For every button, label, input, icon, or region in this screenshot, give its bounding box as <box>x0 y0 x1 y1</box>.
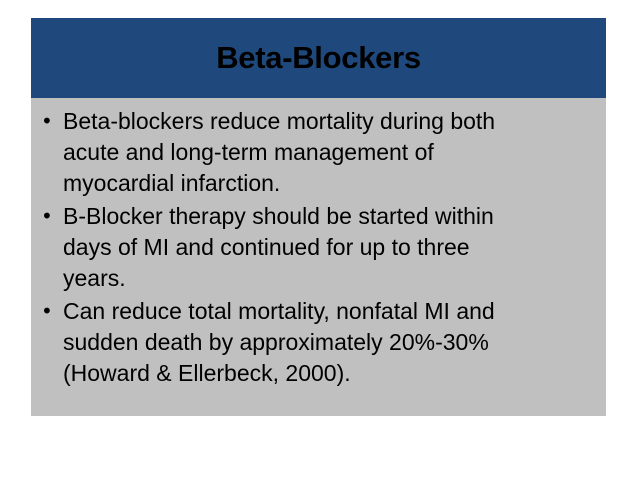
slide-title: Beta-Blockers <box>216 40 421 75</box>
bullet-line: Beta-blockers reduce mortality during both <box>63 108 496 134</box>
bullet-list <box>41 106 596 389</box>
bullet-line: myocardial infarction. <box>63 170 281 196</box>
bullet-icon: • <box>41 109 53 133</box>
bullet-text <box>63 201 563 294</box>
bullet-item <box>41 106 596 199</box>
bullet-line: acute and long-term management of <box>63 139 434 165</box>
bullet-line: years. <box>63 265 126 291</box>
content-box <box>31 98 606 416</box>
bullet-icon: • <box>41 204 53 228</box>
bullet-text <box>63 106 563 199</box>
bullet-line: (Howard & Ellerbeck, 2000). <box>63 360 351 386</box>
bullet-item <box>41 201 596 294</box>
bullet-icon: • <box>41 299 53 323</box>
bullet-line: sudden death by approximately 20%-30% <box>63 329 489 355</box>
title-bar <box>31 18 606 98</box>
bullet-line: days of MI and continued for up to three <box>63 234 470 260</box>
bullet-text <box>63 296 563 389</box>
bullet-line: Can reduce total mortality, nonfatal MI and <box>63 298 495 324</box>
bullet-item <box>41 296 596 389</box>
bullet-line: B-Blocker therapy should be started within <box>63 203 494 229</box>
